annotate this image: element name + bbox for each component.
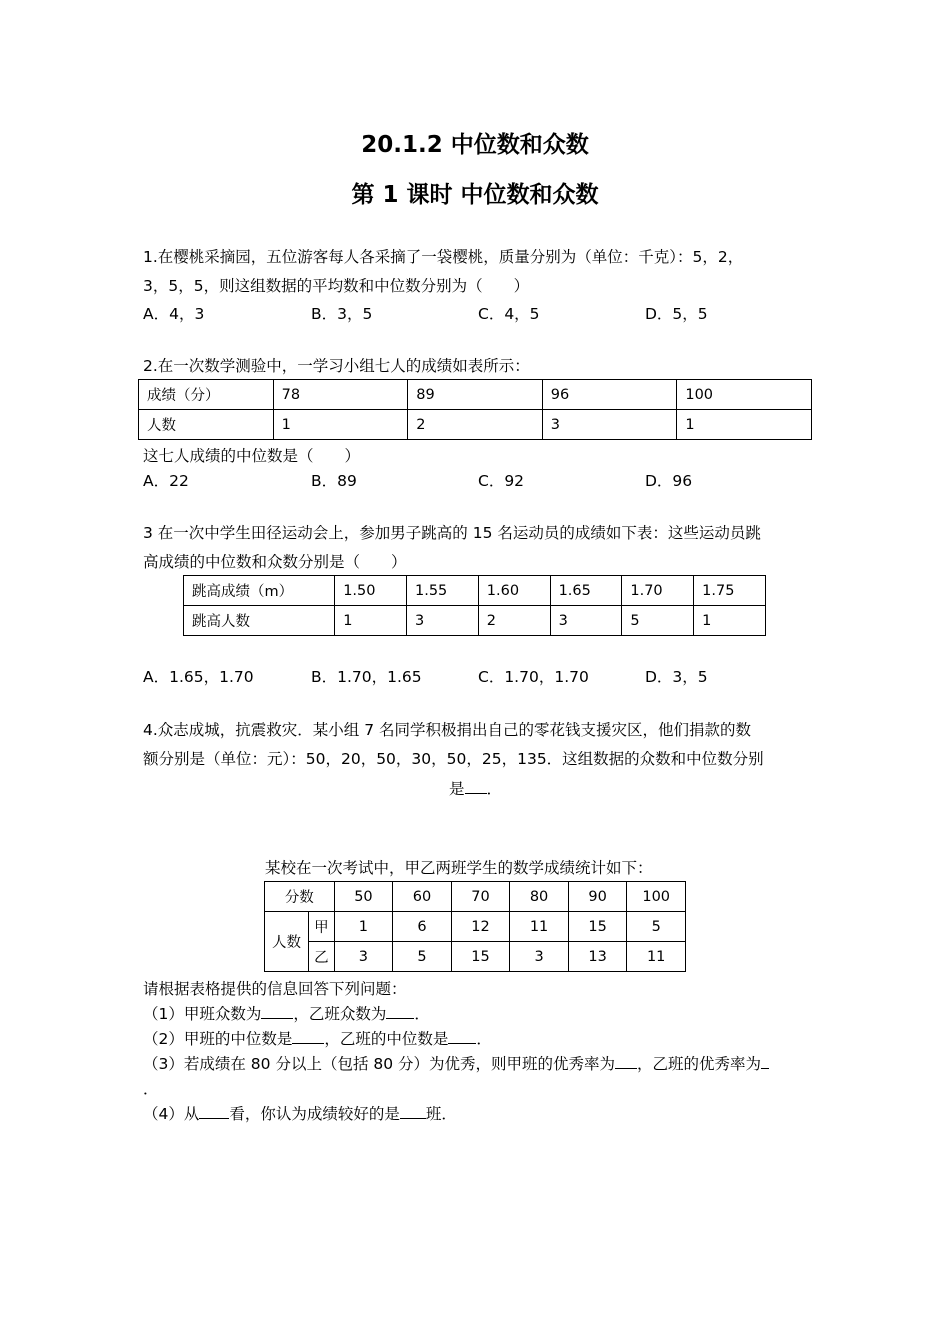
section-title-text: 20.1.2 中位数和众数 — [361, 132, 589, 158]
q1-option-b[interactable]: B．3，5 — [311, 305, 373, 323]
q5-sub2-text-c: ． — [476, 1030, 492, 1048]
q2-score-table — [138, 379, 812, 440]
q2-table-cell: 成绩（分） — [139, 380, 274, 410]
q2-table-row — [139, 380, 812, 410]
q2-table-cell: 2 — [408, 410, 543, 440]
q5-class-a-row — [265, 912, 686, 942]
q2-table-cell: 1 — [273, 410, 408, 440]
lesson-title — [0, 176, 950, 209]
q3-table-cell: 跳高人数 — [184, 606, 335, 636]
q4-line-1: 4.众志成城，抗震救灾．某小组 7 名同学积极捐出自己的零花钱支援灾区，他们捐款的数 — [143, 721, 752, 739]
q5-class-b-count: 15 — [451, 942, 510, 972]
q5-class-b-label: 乙 — [309, 942, 335, 972]
q5-table-header-row — [265, 882, 686, 912]
q3-table-cell: 1.70 — [622, 576, 694, 606]
q5-class-a-count: 6 — [393, 912, 452, 942]
q5-class-b-count: 13 — [568, 942, 627, 972]
q1-option-d[interactable]: D．5，5 — [645, 305, 708, 323]
q1-options — [143, 302, 843, 324]
q2-line-1: 2.在一次数学测验中，一学习小组七人的成绩如表所示： — [143, 357, 530, 375]
q2-table-row — [139, 410, 812, 440]
q5-sub-3-continued: ． — [143, 1080, 159, 1098]
q3-line-1: 3 在一次中学生田径运动会上，参加男子跳高的 15 名运动员的成绩如下表：这些运动员跳 — [143, 524, 761, 542]
q5-sub4-text-c: 班． — [425, 1105, 457, 1123]
q1-line-1: 1.在樱桃采摘园，五位游客每人各采摘了一袋樱桃，质量分别为（单位：千克）：5，2， — [143, 248, 744, 266]
q4-line-3-end: ． — [486, 780, 503, 798]
q5-sub1-text-b: ，乙班众数为 — [293, 1005, 387, 1023]
q5-class-score-table — [264, 881, 686, 972]
q2-option-b[interactable]: B．89 — [311, 472, 357, 490]
q2-options — [143, 469, 843, 491]
q5-sub1-text-a: （1）甲班众数为 — [143, 1005, 262, 1023]
q5-intro: 某校在一次考试中，甲乙两班学生的数学成绩统计如下： — [265, 859, 653, 877]
q5-sub-1 — [143, 1002, 430, 1024]
q2-table-cell: 89 — [408, 380, 543, 410]
q5-sub2-text-b: ，乙班的中位数是 — [324, 1030, 449, 1048]
q3-line-2: 高成绩的中位数和众数分别是（ ） — [143, 553, 407, 571]
q5-prompt: 请根据表格提供的信息回答下列问题： — [143, 980, 407, 998]
q5-sub4-text-b: 看，你认为成绩较好的是 — [229, 1105, 400, 1123]
q3-table-cell: 1 — [335, 606, 407, 636]
q4-line-3-text: 是 — [449, 780, 465, 798]
q5-class-a-count: 5 — [627, 912, 686, 942]
q5-sub-4 — [143, 1102, 457, 1124]
q5-score-cell: 60 — [393, 882, 452, 912]
q5-sub2-blank-a[interactable] — [292, 1029, 324, 1044]
q1-option-c[interactable]: C．4，5 — [478, 305, 540, 323]
q2-table-cell: 100 — [677, 380, 812, 410]
q5-sub3-text-b: ，乙班的优秀率为 — [637, 1055, 762, 1073]
q2-table-cell: 96 — [542, 380, 677, 410]
q5-score-cell: 50 — [334, 882, 393, 912]
q2-table-cell: 人数 — [139, 410, 274, 440]
q4-answer-blank[interactable] — [465, 779, 487, 794]
q3-table-cell: 1.60 — [478, 576, 550, 606]
q5-sub1-blank-a[interactable] — [261, 1004, 293, 1019]
q5-score-label-cell: 分数 — [265, 882, 335, 912]
q3-option-a[interactable]: A．1.65，1.70 — [143, 668, 254, 686]
q3-table-cell: 3 — [406, 606, 478, 636]
q3-table-cell: 2 — [478, 606, 550, 636]
q5-score-cell: 70 — [451, 882, 510, 912]
q5-score-cell: 80 — [510, 882, 569, 912]
q1-option-a[interactable]: A．4，3 — [143, 305, 205, 323]
q2-option-c[interactable]: C．92 — [478, 472, 525, 490]
q3-table-cell: 1 — [694, 606, 766, 636]
q3-option-d[interactable]: D．3，5 — [645, 668, 708, 686]
q5-score-cell: 90 — [568, 882, 627, 912]
q3-options — [143, 665, 843, 687]
q2-option-a[interactable]: A．22 — [143, 472, 189, 490]
q5-sub1-blank-b[interactable] — [386, 1004, 414, 1019]
q5-class-a-count: 12 — [451, 912, 510, 942]
q3-table-cell: 1.55 — [406, 576, 478, 606]
q3-table-cell: 1.50 — [335, 576, 407, 606]
q1-line-2: 3，5，5，则这组数据的平均数和中位数分别为（ ） — [143, 277, 530, 295]
q4-line-2: 额分别是（单位：元）：50，20，50，30，50，25，135．这组数据的众数和中位数分别 — [143, 750, 764, 768]
q5-class-b-count: 11 — [627, 942, 686, 972]
q5-sub1-text-c: ． — [414, 1005, 430, 1023]
q5-sub3-blank-b[interactable] — [761, 1054, 769, 1069]
q3-table-cell: 5 — [622, 606, 694, 636]
q5-sub4-text-a: （4）从 — [143, 1105, 200, 1123]
q5-sub3-text-a: （3）若成绩在 80 分以上（包括 80 分）为优秀，则甲班的优秀率为 — [143, 1055, 616, 1073]
q5-class-a-count: 1 — [334, 912, 393, 942]
q3-jump-table — [183, 575, 766, 636]
q3-table-cell: 1.75 — [694, 576, 766, 606]
q5-sub-2 — [143, 1027, 492, 1049]
q5-class-a-count: 15 — [568, 912, 627, 942]
q3-table-cell: 跳高成绩（m） — [184, 576, 335, 606]
q5-sub4-blank-b[interactable] — [400, 1104, 426, 1119]
q2-table-cell: 78 — [273, 380, 408, 410]
q5-class-b-count: 5 — [393, 942, 452, 972]
q5-sub2-blank-b[interactable] — [448, 1029, 476, 1044]
q3-option-c[interactable]: C．1.70，1.70 — [478, 668, 589, 686]
q2-line-2: 这七人成绩的中位数是（ ） — [143, 447, 361, 465]
q5-people-label-cell: 人数 — [265, 912, 309, 972]
q5-class-a-count: 11 — [510, 912, 569, 942]
q4-line-3 — [449, 777, 502, 799]
q3-option-b[interactable]: B．1.70，1.65 — [311, 668, 422, 686]
q2-table-cell: 1 — [677, 410, 812, 440]
q5-class-b-count: 3 — [334, 942, 393, 972]
section-title — [0, 126, 950, 159]
q5-sub2-text-a: （2）甲班的中位数是 — [143, 1030, 293, 1048]
q5-class-b-count: 3 — [510, 942, 569, 972]
q2-table-cell: 3 — [542, 410, 677, 440]
q5-sub4-blank-a[interactable] — [199, 1104, 229, 1119]
q5-class-a-label: 甲 — [309, 912, 335, 942]
q3-table-cell: 1.65 — [550, 576, 622, 606]
q5-class-b-row — [265, 942, 686, 972]
q3-table-row — [184, 576, 766, 606]
q5-score-cell: 100 — [627, 882, 686, 912]
lesson-title-text: 第 1 课时 中位数和众数 — [351, 182, 599, 208]
q2-option-d[interactable]: D．96 — [645, 472, 693, 490]
q3-table-row — [184, 606, 766, 636]
q5-sub3-blank-a[interactable] — [615, 1054, 637, 1069]
q5-sub-3 — [143, 1052, 769, 1074]
q3-table-cell: 3 — [550, 606, 622, 636]
